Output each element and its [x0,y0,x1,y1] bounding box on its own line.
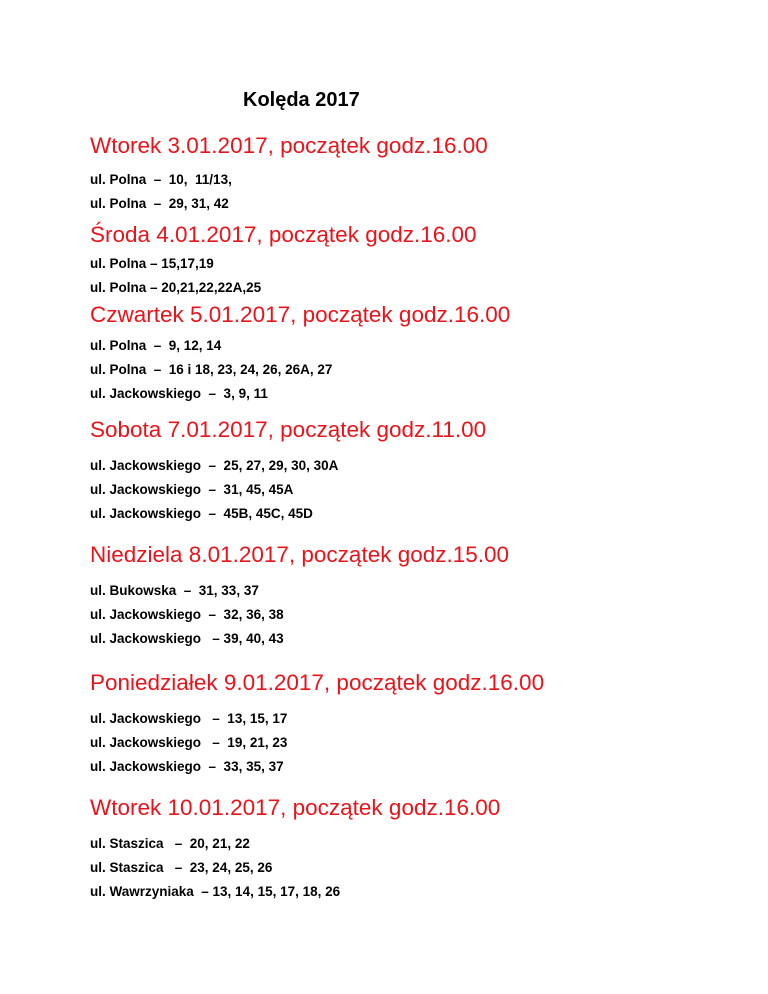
street-entry: ul. Jackowskiego – 39, 40, 43 [90,631,284,646]
street-entry: ul. Jackowskiego – 13, 15, 17 [90,711,288,726]
street-entry: ul. Jackowskiego – 32, 36, 38 [90,607,284,622]
street-list [90,579,750,651]
visit-day-thursday-5 [90,300,750,406]
street-entry: ul. Jackowskiego – 19, 21, 23 [90,735,288,750]
day-heading: Wtorek 3.01.2017, początek godz.16.00 [90,133,488,158]
street-entry: ul. Wawrzyniaka – 13, 14, 15, 17, 18, 26 [90,884,341,899]
street-entry: ul. Staszica – 20, 21, 22 [90,836,250,851]
visit-day-wednesday-4 [90,220,750,300]
street-entry: ul. Jackowskiego – 45B, 45C, 45D [90,506,313,521]
day-heading: Środa 4.01.2017, początek godz.16.00 [90,222,477,247]
day-heading: Poniedziałek 9.01.2017, początek godz.16.00 [90,670,545,695]
day-heading: Sobota 7.01.2017, początek godz.11.00 [90,417,487,442]
visit-day-saturday-7 [90,415,750,526]
street-entry: ul. Jackowskiego – 25, 27, 29, 30, 30A [90,458,339,473]
street-entry: ul. Jackowskiego – 31, 45, 45A [90,482,294,497]
street-entry: ul. Staszica – 23, 24, 25, 26 [90,860,273,875]
street-list [90,168,750,216]
street-entry: ul. Polna – 20,21,22,22A,25 [90,280,262,295]
day-heading: Wtorek 10.01.2017, początek godz.16.00 [90,795,501,820]
street-list [90,707,750,779]
street-entry: ul. Polna – 10, 11/13, [90,172,232,187]
visit-day-tuesday-3 [90,131,750,216]
visit-day-sunday-8 [90,540,750,651]
street-entry: ul. Jackowskiego – 33, 35, 37 [90,759,284,774]
street-entry: ul. Jackowskiego – 3, 9, 11 [90,386,268,401]
day-heading: Niedziela 8.01.2017, początek godz.15.00 [90,542,510,567]
day-heading: Czwartek 5.01.2017, początek godz.16.00 [90,302,511,327]
street-entry: ul. Polna – 15,17,19 [90,256,214,271]
document-title: Kolęda 2017 [243,89,360,111]
visit-day-tuesday-10 [90,793,750,904]
visit-day-monday-9 [90,668,750,779]
street-list [90,334,750,406]
street-entry: ul. Polna – 9, 12, 14 [90,338,222,353]
street-entry: ul. Polna – 29, 31, 42 [90,196,229,211]
street-list [90,832,750,904]
street-entry: ul. Polna – 16 i 18, 23, 24, 26, 26A, 27 [90,362,333,377]
street-list [90,454,750,526]
street-entry: ul. Bukowska – 31, 33, 37 [90,583,259,598]
street-list [90,252,750,300]
